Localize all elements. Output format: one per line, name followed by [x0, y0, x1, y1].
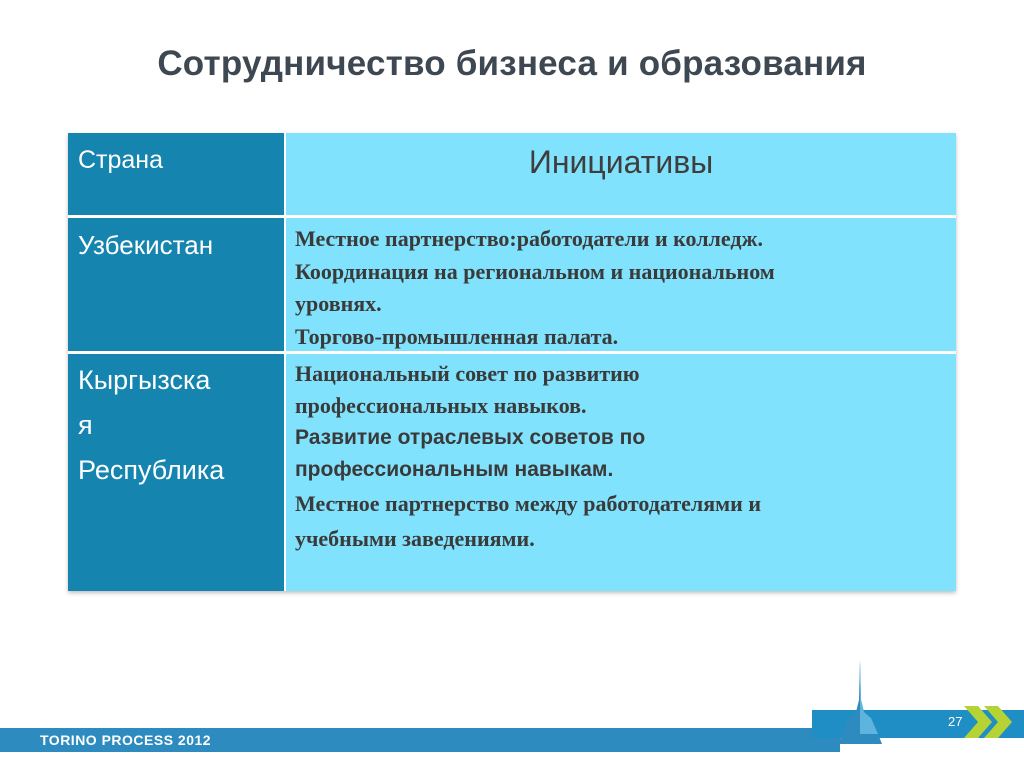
row-uzbekistan-initiatives	[286, 218, 956, 351]
row-kyrgyz-country	[68, 354, 284, 591]
initiative-line: Развитие отраслевых советов по	[295, 426, 646, 449]
initiative-line: профессиональным навыкам.	[295, 458, 614, 481]
initiative-line: профессиональных навыков.	[295, 393, 587, 418]
footer-label: TORINO PROCESS 2012	[40, 732, 212, 748]
initiative-line: Национальный совет по развитию	[295, 361, 640, 386]
country-line: Кыргызска	[78, 365, 211, 395]
slide-title: Сотрудничество бизнеса и образования	[157, 44, 867, 83]
row-kyrgyz-initiatives	[286, 354, 956, 591]
header-country: Страна	[68, 133, 284, 215]
initiative-line: уровнях.	[295, 291, 382, 316]
initiatives-table	[68, 133, 956, 591]
initiative-line: Местное партнерство:работодатели и колледж.	[295, 226, 763, 251]
initiative-line: Координация на региональном и национальном	[295, 259, 775, 284]
initiative-line: Местное партнерство между работодателями и	[295, 491, 762, 516]
row-uzbekistan-country: Узбекистан	[68, 218, 284, 351]
header-initiatives: Инициативы	[286, 133, 956, 215]
country-line: Республика	[78, 455, 225, 485]
double-chevron-icon	[962, 704, 1018, 740]
initiative-line: Торгово-промышленная палата.	[295, 324, 619, 349]
country-line: я	[78, 410, 93, 440]
tower-icon	[838, 660, 882, 744]
page-number: 27	[948, 714, 963, 729]
initiative-line: учебными заведениями.	[295, 526, 535, 551]
